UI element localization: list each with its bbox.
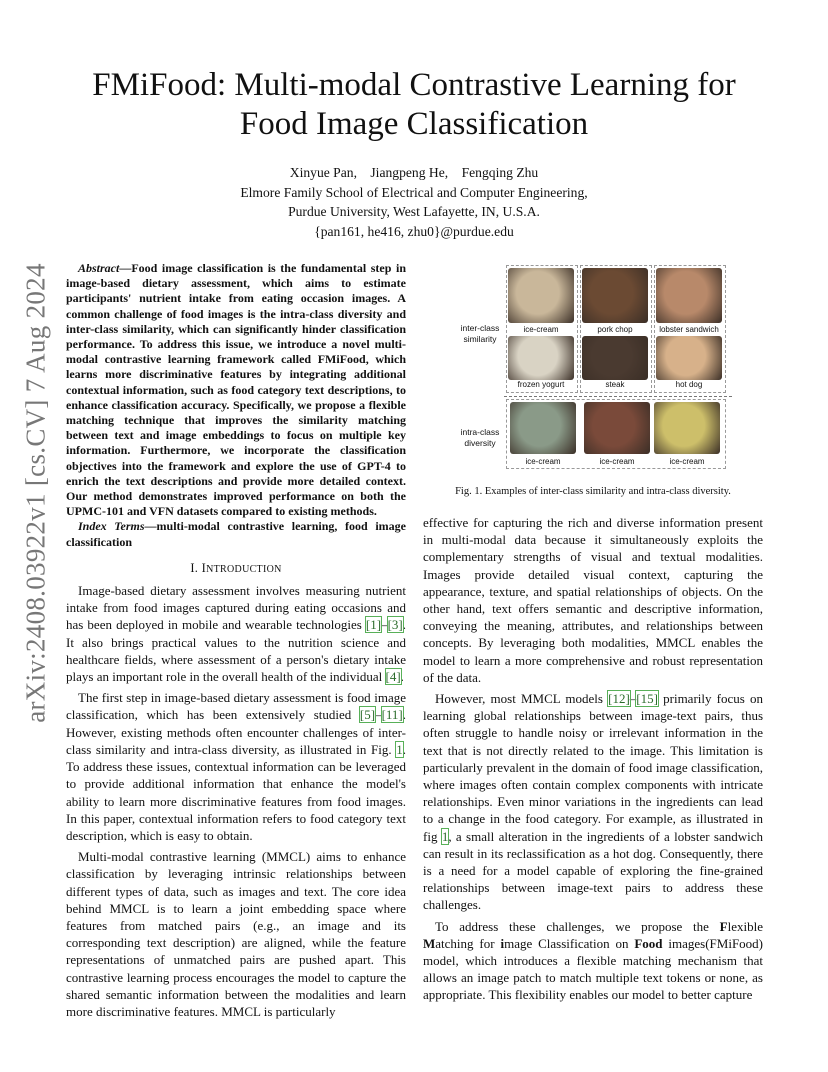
food-label: pork chop xyxy=(597,325,633,334)
figure-link[interactable]: 1 xyxy=(396,741,403,757)
citation-link[interactable]: [5] xyxy=(359,707,376,723)
figure-1 xyxy=(456,262,736,472)
paragraph: To address these challenges, we propose the Flexible Matching for image Classification on Food images(FMiFood) model, which introduces a flexible matching mechanism that allows an image patch to match multiple text tokens or none, as appropriate. This flexibility enables our model to better capture xyxy=(423,918,763,1003)
arxiv-id: arXiv:2408.03922v1 [cs.CV] 7 Aug 2024 xyxy=(20,263,51,723)
arxiv-sidebar xyxy=(16,263,56,723)
food-image xyxy=(510,402,576,454)
citation-link[interactable]: [12] xyxy=(608,691,630,707)
paragraph: Multi-modal contrastive learning (MMCL) aims to enhance classification by leveraging intrinsic relationships between different types of data, such as images and text. The core idea behind MMCL is to learn a joint embedding space where features from matched pairs (e.g., an image and its corresponding text description) are aligned, while the feature representations of unmatched pairs are pushed apart. This contrastive learning process encourages the model to capture the shared semantic information between the modalities and learn more discriminative features. MMCL is particularly xyxy=(66,849,406,1019)
food-image xyxy=(654,402,720,454)
food-label: ice-cream xyxy=(523,325,559,334)
citation-link[interactable]: [4] xyxy=(385,669,401,685)
food-label: hot dog xyxy=(675,380,703,389)
paragraph: The first step in image-based dietary assessment is food image classification, which has been extensively studied [5]–[11]. However, existing methods often encounter challenges of inter-class similarity and intra-class diversity, as illustrated in Fig. 1. To address these issues, contextual information can be leveraged to provide additional information that enhance the model's ability to learn more discriminative features from food images. In this paper, contextual information refers to food category text description, which is easy to obtain. xyxy=(66,690,406,843)
section-heading: I. INTRODUCTION xyxy=(190,560,282,575)
food-image xyxy=(508,268,574,323)
figure-group-label: intra-class diversity xyxy=(460,427,500,448)
email: {pan161, he416, zhu0}@purdue.edu xyxy=(314,223,514,239)
affiliation: Purdue University, West Lafayette, IN, U.S.A. xyxy=(288,204,540,219)
paragraph: Image-based dietary assessment involves measuring nutrient intake from food images captured during eating occasions and has been deployed in mobile and wearable technologies [1]–[3]. It also brings practical values to the nutrition science and healthcare fields, where assessment of a person's dietary intake plays an important role in the overall health of the individual [4]. xyxy=(66,583,406,685)
food-image xyxy=(656,268,722,323)
citation-link[interactable]: [3] xyxy=(387,617,403,633)
citation-link[interactable]: [11] xyxy=(381,707,403,723)
author: Jiangpeng He, xyxy=(370,165,449,180)
food-label: steak xyxy=(605,380,625,389)
citation-link[interactable]: [1] xyxy=(365,617,382,633)
food-image xyxy=(582,336,648,380)
food-label: ice-cream xyxy=(599,457,635,466)
index-terms: Index Terms—multi-modal contrastive learning, food image classification xyxy=(66,519,406,549)
author-block xyxy=(60,163,768,241)
food-label: frozen yogurt xyxy=(517,380,565,389)
author: Xinyue Pan, xyxy=(289,165,357,180)
food-label: ice-cream xyxy=(669,457,705,466)
index-terms-label: Index Terms xyxy=(78,519,145,534)
left-column xyxy=(66,261,406,1020)
author: Fengqing Zhu xyxy=(461,165,539,180)
figure-divider xyxy=(504,396,732,397)
right-column xyxy=(423,514,763,1004)
paragraph: effective for capturing the rich and diverse information present in multi-modal data because it simultaneously exploits the complementary strengths of visual and textual modalities. Images provide detailed visual context, capturing the appearance, texture, and spatial relationships of objects. On the other hand, text offers semantic and descriptive information, conveying the meaning, attributes, and relationships between concepts. By leveraging both modalities, MMCL enables the model to learn a more comprehensive and robust representation of the data. xyxy=(423,515,763,685)
food-image xyxy=(584,402,650,454)
figure-group-label: inter-class similarity xyxy=(460,323,500,344)
figure-caption: Fig. 1. Examples of inter-class similarity and intra-class diversity. xyxy=(455,486,731,497)
abstract: Abstract—Food image classification is the fundamental step in image-based dietary assessment, which aims to estimate participants' nutrient intake from eating occasion images. A common challenge of food images is the intra-class diversity and inter-class similarity, which can significantly hinder classification performance. To address this issue, we introduce a novel multi-modal contrastive learning framework called FMiFood, which learns more discriminative features by integrating additional contextual information, such as food category text descriptions, to enhance classification accuracy. Specifically, we propose a flexible matching technique that improves the similarity matching between text and image embeddings to focus on multiple key information. Furthermore, we incorporate the classification objectives into the framework and explore the use of GPT-4 to enrich the text descriptions and provide more detailed context. Our method demonstrates improved performance on both the UPMC-101 and VFN datasets compared to existing methods. xyxy=(66,261,406,519)
figure-link[interactable]: 1 xyxy=(441,828,449,844)
paragraph: However, most MMCL models [12]–[15] primarily focus on learning global relationships between image-text pairs, thus often struggle to handle noisy or irrelevant information in the text that is not directly related to the image. This limitation is particularly prevalent in the domain of food image classification, where images often contain complex components with intricate relationships. Even minor variations in the ingredients can lead to a change in the food category. For example, as illustrated in fig 1, a small alteration in the ingredients of a lobster sandwich can result in its reclassification as a hot dog. Consequently, there is a need for a model capable of exploring the fine-grained relationships between image-text pairs to address these challenges. xyxy=(423,691,764,913)
citation-link[interactable]: [15] xyxy=(636,691,658,707)
food-image xyxy=(582,268,648,323)
abstract-label: Abstract xyxy=(78,261,120,275)
affiliation: Elmore Family School of Electrical and Computer Engineering, xyxy=(240,184,588,200)
food-image xyxy=(508,336,574,380)
paper-title: FMiFood: Multi-modal Contrastive Learning for Food Image Classification xyxy=(92,67,736,142)
author-names xyxy=(60,163,768,183)
food-label: ice-cream xyxy=(525,457,561,466)
food-image xyxy=(656,336,722,380)
food-label: lobster sandwich xyxy=(659,325,719,334)
